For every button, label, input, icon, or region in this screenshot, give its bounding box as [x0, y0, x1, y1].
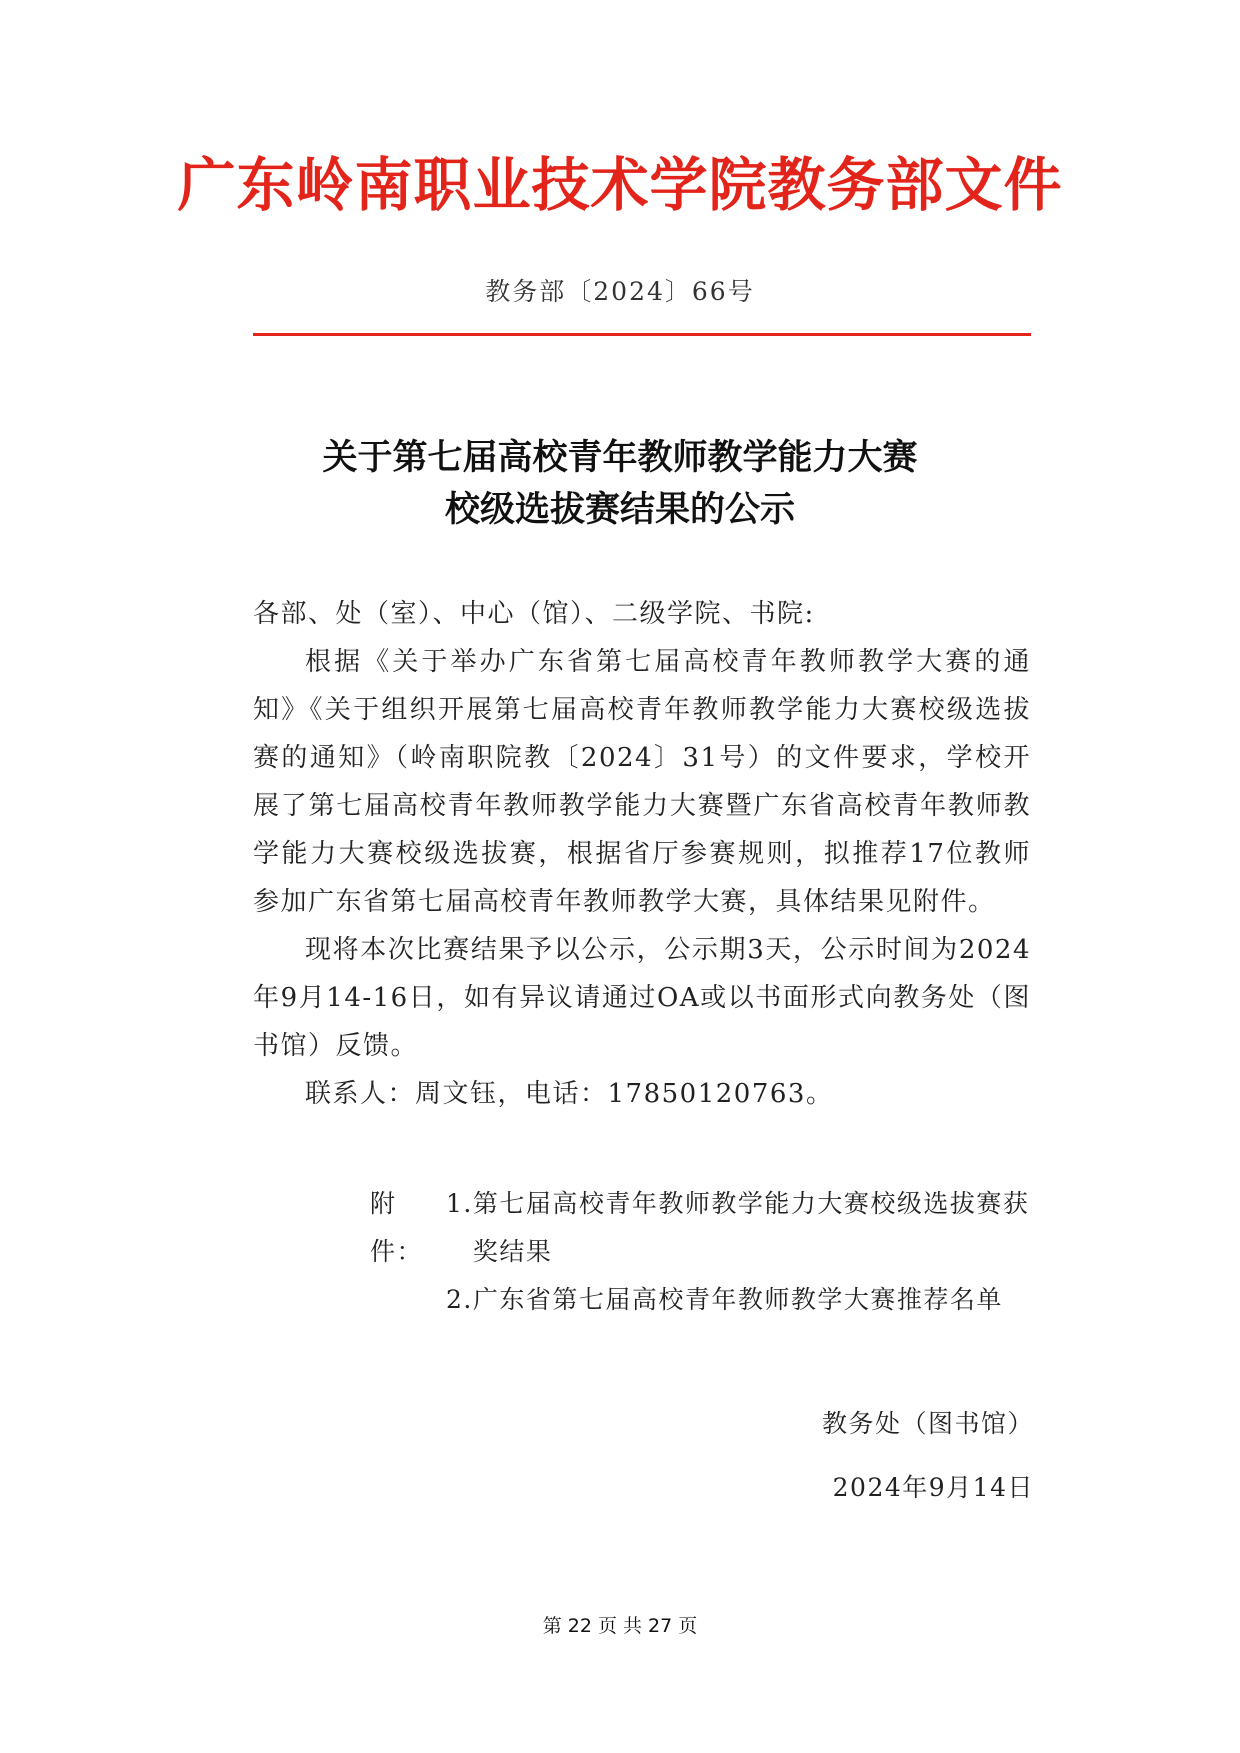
issuer-name: 教务处（图书馆） [821, 1409, 1034, 1438]
attachments-label: 附件： [370, 1189, 424, 1266]
attachment-item [370, 1276, 1050, 1324]
paragraph-publicity: 现将本次比赛结果予以公示，公示期3天，公示时间为2024年9月14-16日，如有异议请通过OA或以书面形式向教务处（图书馆）反馈。 [253, 935, 1031, 1061]
document-number: 教务部〔2024〕66号 [485, 277, 755, 306]
title-line-2: 校级选拔赛结果的公示 [444, 489, 795, 530]
attachment-title: 第七届高校青年教师教学能力大赛校级选拔赛获奖结果 [472, 1189, 1030, 1266]
attachment-title: 广东省第七届高校青年教师教学大赛推荐名单 [472, 1285, 1003, 1314]
signature-block [822, 1400, 1034, 1512]
red-divider-rule [253, 333, 1031, 336]
title-line-1: 关于第七届高校青年教师教学能力大赛 [322, 437, 918, 478]
page-number-footer: 第 22 页 共 27 页 [542, 1615, 698, 1637]
attachment-number: 2. [446, 1285, 473, 1314]
notice-body [253, 590, 1031, 1118]
attachments-list [370, 1180, 1050, 1324]
masthead-title: 广东岭南职业技术学院教务部文件 [177, 151, 1063, 219]
salutation: 各部、处（室）、中心（馆）、二级学院、书院: [253, 599, 815, 629]
paragraph-basis: 根据《关于举办广东省第七届高校青年教师教学大赛的通知》《关于组织开展第七届高校青年教师教学能力大赛校级选拔赛的通知》（岭南职院教〔2024〕31号）的文件要求，学校开展了第七届高校青年教师教学能力大赛暨广东省高校青年教师教学能力大赛校级选拔赛，根据省厅参赛规则，拟推荐17位教师参加广东省第七届高校青年教师教学大赛，具体结果见附件。 [253, 647, 1031, 917]
attachment-item [370, 1180, 1050, 1276]
attachment-number: 1. [446, 1189, 473, 1218]
document-title [0, 432, 1240, 536]
issue-date: 2024年9月14日 [832, 1473, 1034, 1502]
contact-line: 联系人：周文钰，电话：17850120763。 [305, 1079, 834, 1109]
